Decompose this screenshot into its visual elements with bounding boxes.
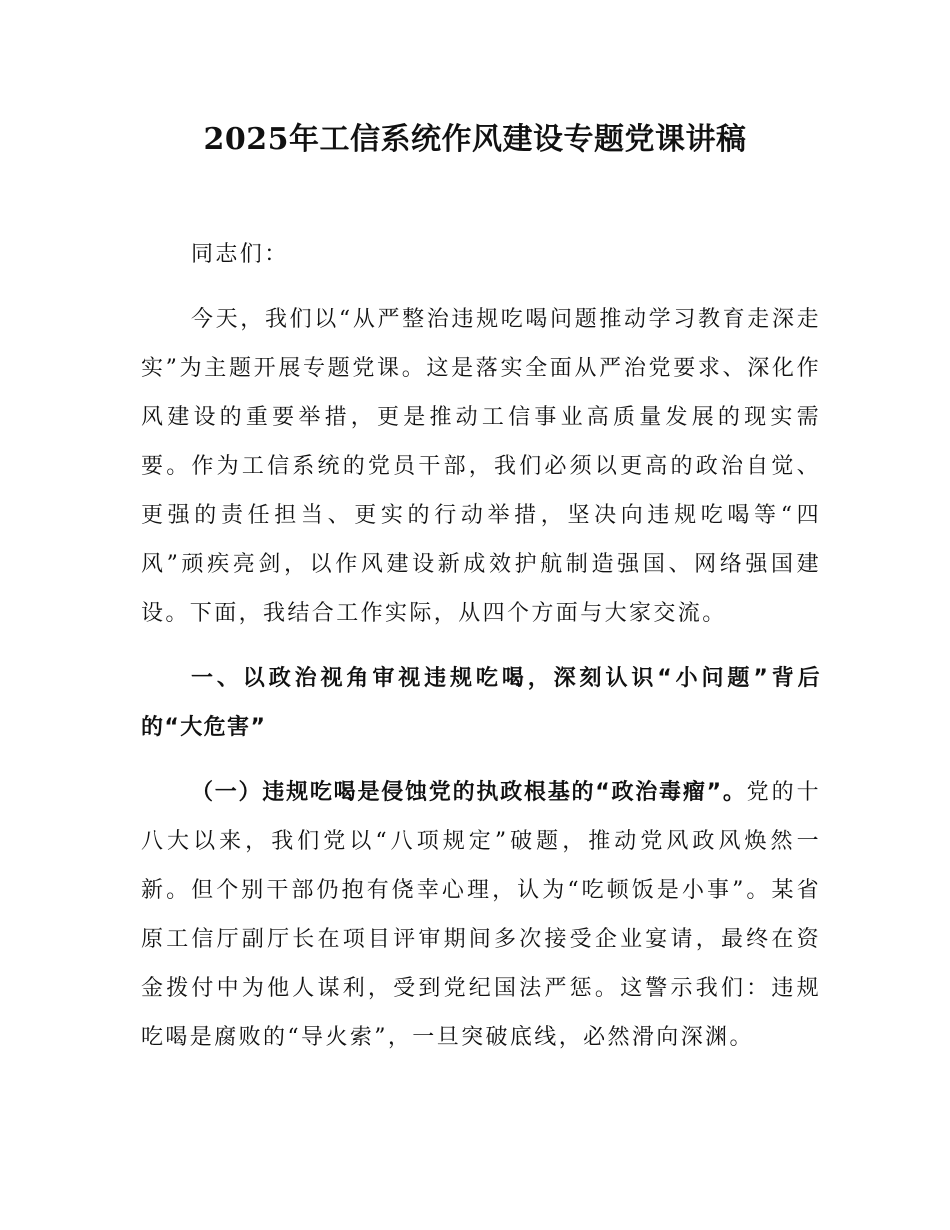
subsection-1-paragraph — [141, 768, 821, 1062]
document-body — [141, 230, 821, 1062]
document-title: 2025年工信系统作风建设专题党课讲稿 — [203, 122, 747, 157]
subsection-1-heading: （一）违规吃喝是侵蚀党的执政根基的“政治毒瘤”。 — [191, 780, 747, 805]
subsection-1-body: 党的十八大以来，我们党以“八项规定”破题，推动党风政风焕然一新。但个别干部仍抱有侥幸心理，认为“吃顿饭是小事”。某省原工信厅副厅长在项目评审期间多次接受企业宴请，最终在资金拨付中为他人谋利，受到党纪国法严惩。这警示我们：违规吃喝是腐败的“导火索”，一旦突破底线，必然滑向深渊。 — [141, 780, 821, 1050]
salutation: 同志们： — [191, 242, 289, 267]
section-1-heading: 一、以政治视角审视违规吃喝，深刻认识“小问题”背后的“大危害” — [141, 666, 821, 740]
intro-paragraph: 今天，我们以“从严整治违规吃喝问题推动学习教育走深走实”为主题开展专题党课。这是落实全面从严治党要求、深化作风建设的重要举措，更是推动工信事业高质量发展的现实需要。作为工信系统的党员干部，我们必须以更高的政治自觉、更强的责任担当、更实的行动举措，坚决向违规吃喝等“四风”顽疾亮剑，以作风建设新成效护航制造强国、网络强国建设。下面，我结合工作实际，从四个方面与大家交流。 — [141, 307, 821, 626]
